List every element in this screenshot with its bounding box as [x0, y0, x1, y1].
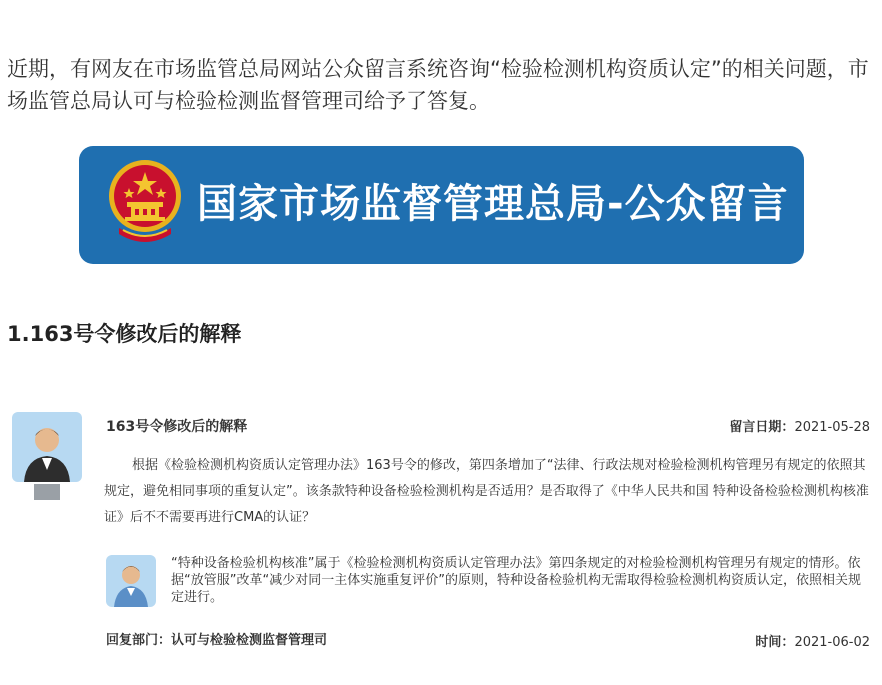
message-date [729, 416, 870, 435]
message-title: 163号令修改后的解释 [106, 419, 248, 435]
reply-department [106, 629, 327, 648]
message-body: 根据《检验检测机构资质认定管理办法》163号令的修改，第四条增加了“法律、行政法规对检验检测机构管理另有规定的依照其规定，避免相同事项的重复认定”。该条款特种设备检验检测机构是否适用？是否取得了《中华人民共和国 特种设备检验检测机构核准证》后不不需要再进行CMA的认证？ [104, 458, 869, 525]
reply-time-value: 2021-06-02 [794, 635, 870, 650]
reply-department-label: 回复部门： [106, 633, 172, 648]
reply-time-label: 时间： [755, 635, 795, 650]
staff-avatar-icon [106, 555, 156, 607]
message-card [0, 400, 882, 685]
banner-title: 国家市场监督管理总局-公众留言 [197, 181, 789, 227]
reply-department-value: 认可与检验检测监督管理司 [171, 633, 328, 648]
message-date-value: 2021-05-28 [794, 420, 870, 435]
section-heading: 1.163号令修改后的解释 [7, 322, 242, 346]
message-date-label: 留言日期： [729, 420, 795, 435]
reply-body: “特种设备检验机构核准”属于《检验检测机构资质认定管理办法》第四条规定的对检验检测机构管理另有规定的情形。依据“放管服”改革“减少对同一主体实施重复评价”的原则，特种设备检验机构无需取得检验检测机构资质认定，依照相关规定进行。 [171, 556, 861, 605]
user-avatar-icon [12, 412, 82, 500]
intro-paragraph: 近期，有网友在市场监管总局网站公众留言系统咨询“检验检测机构资质认定”的相关问题，市场监管总局认可与检验检测监督管理司给予了答复。 [7, 57, 869, 113]
reply-time [755, 631, 870, 650]
national-emblem-icon [107, 158, 183, 248]
banner [79, 146, 804, 264]
